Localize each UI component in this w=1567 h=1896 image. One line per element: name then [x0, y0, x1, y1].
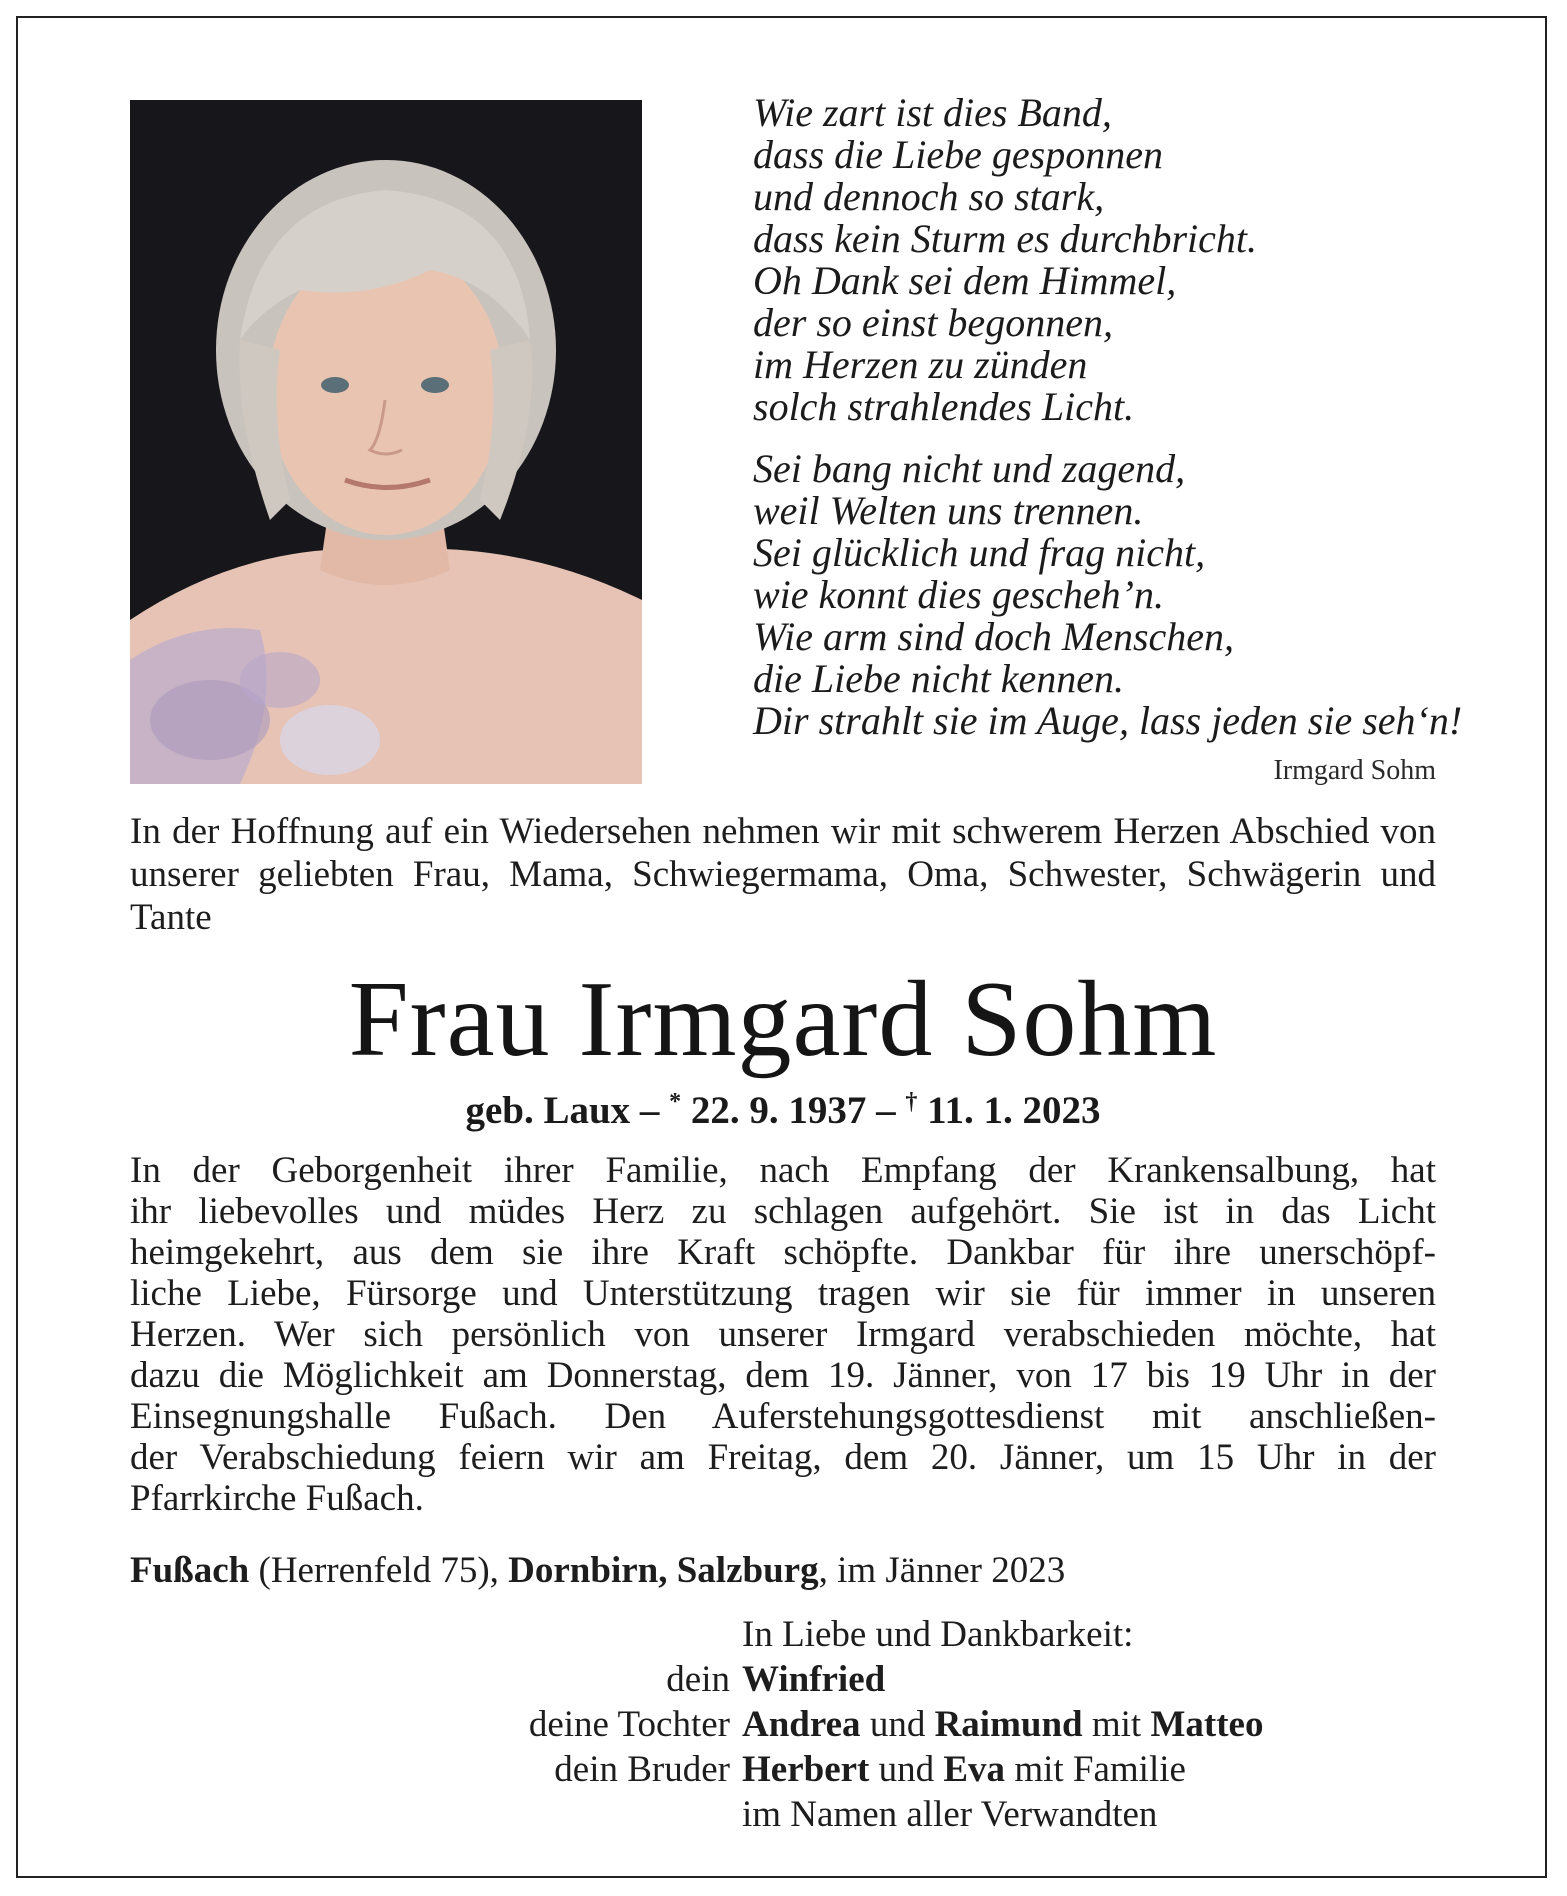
signature-row	[130, 1702, 1436, 1747]
poem	[753, 90, 1463, 762]
signature-name: Eva	[943, 1749, 1006, 1790]
body-line: der Verabschiedung feiern wir am Freitag, dem 20. Jänner, um 15 Uhr in der	[130, 1437, 1436, 1478]
poem-line: weil Welten uns trennen.	[753, 488, 1144, 533]
poem-line: im Herzen zu zünden	[753, 342, 1088, 387]
poem-line: Dir strahlt sie im Auge, lass jeden sie seh‘n!	[753, 698, 1463, 743]
place-and-date	[130, 1549, 1436, 1592]
place-address: (Herrenfeld 75),	[249, 1550, 509, 1591]
signature-name: Herbert	[742, 1749, 870, 1790]
signature-name: Matteo	[1150, 1704, 1264, 1745]
body-line: ihr liebevolles und müdes Herz zu schlagen aufgehört. Sie ist in das Licht	[130, 1191, 1436, 1232]
birth-name: geb. Laux	[465, 1089, 631, 1132]
signature-block	[130, 1612, 1436, 1837]
place-date: , im Jänner 2023	[818, 1550, 1066, 1591]
poem-line: wie konnt dies gescheh’n.	[753, 572, 1164, 617]
life-dates	[130, 1088, 1436, 1133]
signature-footer: im Namen aller Verwandten	[742, 1794, 1158, 1835]
signature-name: Andrea	[742, 1704, 861, 1745]
portrait-image	[130, 100, 642, 784]
death-symbol: †	[905, 1089, 918, 1115]
signature-footer-row	[130, 1792, 1436, 1837]
place-others: Dornbirn, Salzburg	[508, 1550, 819, 1591]
poem-line: und dennoch so stark,	[753, 174, 1105, 219]
body-line: heimgekehrt, aus dem sie ihre Kraft schöpfte. Dankbar für ihre unerschöpf-	[130, 1232, 1436, 1273]
signature-name: Raimund	[934, 1704, 1083, 1745]
signature-relation: deine Tochter	[528, 1704, 730, 1745]
signature-rest: mit Familie	[1005, 1749, 1186, 1790]
death-date: 11. 1. 2023	[917, 1089, 1101, 1132]
signature-row	[130, 1657, 1436, 1702]
birth-symbol: *	[669, 1089, 682, 1115]
birth-date: 22. 9. 1937	[681, 1089, 867, 1132]
body-line: Einsegnungshalle Fußach. Den Auferstehungsgottesdienst mit anschließen-	[130, 1396, 1436, 1437]
body-paragraph	[130, 1150, 1436, 1519]
poem-stanza-2	[753, 446, 1463, 743]
portrait-photo	[130, 100, 642, 784]
intro-paragraph: In der Hoffnung auf ein Wiedersehen nehmen wir mit schwerem Herzen Abschied von unserer geliebten Frau, Mama, Schwiegermama, Oma, Schwester, Schwägerin und Tante	[130, 811, 1436, 938]
body-line: liche Liebe, Fürsorge und Unterstützung tragen wir sie für immer in unseren	[130, 1273, 1436, 1314]
signature-row	[130, 1747, 1436, 1792]
signature-conjunction: und	[869, 1749, 944, 1790]
body-line: Herzen. Wer sich persönlich von unserer Irmgard verabschieden möchte, hat	[130, 1314, 1436, 1355]
signature-relation: dein Bruder	[554, 1749, 730, 1790]
poem-line: solch strahlendes Licht.	[753, 384, 1135, 429]
signature-heading: In Liebe und Dankbarkeit:	[742, 1614, 1134, 1655]
signature-heading-row	[130, 1612, 1436, 1657]
dates-separator: –	[866, 1089, 906, 1132]
poem-line: der so einst begonnen,	[753, 300, 1113, 345]
signature-conjunction: und	[860, 1704, 935, 1745]
place-town: Fußach	[130, 1550, 250, 1591]
signature-conjunction: mit	[1082, 1704, 1151, 1745]
signature-spacer	[130, 1792, 742, 1837]
poem-line: Wie zart ist dies Band,	[753, 90, 1112, 135]
signature-spacer	[130, 1612, 742, 1657]
signature-names	[742, 1747, 1436, 1792]
signature-names	[742, 1702, 1436, 1747]
body-line: dazu die Möglichkeit am Donnerstag, dem 19. Jänner, von 17 bis 19 Uhr in der	[130, 1355, 1436, 1396]
poem-line: dass die Liebe gesponnen	[753, 132, 1163, 177]
poem-line: die Liebe nicht kennen.	[753, 656, 1124, 701]
signature-names	[742, 1657, 1436, 1702]
signature-name: Winfried	[742, 1659, 886, 1700]
poem-line: Sei bang nicht und zagend,	[753, 446, 1186, 491]
poem-line: Sei glücklich und frag nicht,	[753, 530, 1206, 575]
poem-stanza-1	[753, 92, 1443, 428]
deceased-name: Frau Irmgard Sohm	[348, 960, 1218, 1079]
poem-line: dass kein Sturm es durchbricht.	[753, 216, 1258, 261]
body-line: Pfarrkirche Fußach.	[130, 1478, 424, 1519]
poem-author: Irmgard Sohm	[1273, 755, 1436, 786]
poem-line: Wie arm sind doch Menschen,	[753, 614, 1235, 659]
dates-separator: –	[630, 1089, 670, 1132]
poem-line: Oh Dank sei dem Himmel,	[753, 258, 1177, 303]
signature-relation: dein	[666, 1659, 730, 1700]
body-line: In der Geborgenheit ihrer Familie, nach Empfang der Krankensalbung, hat	[130, 1150, 1436, 1191]
